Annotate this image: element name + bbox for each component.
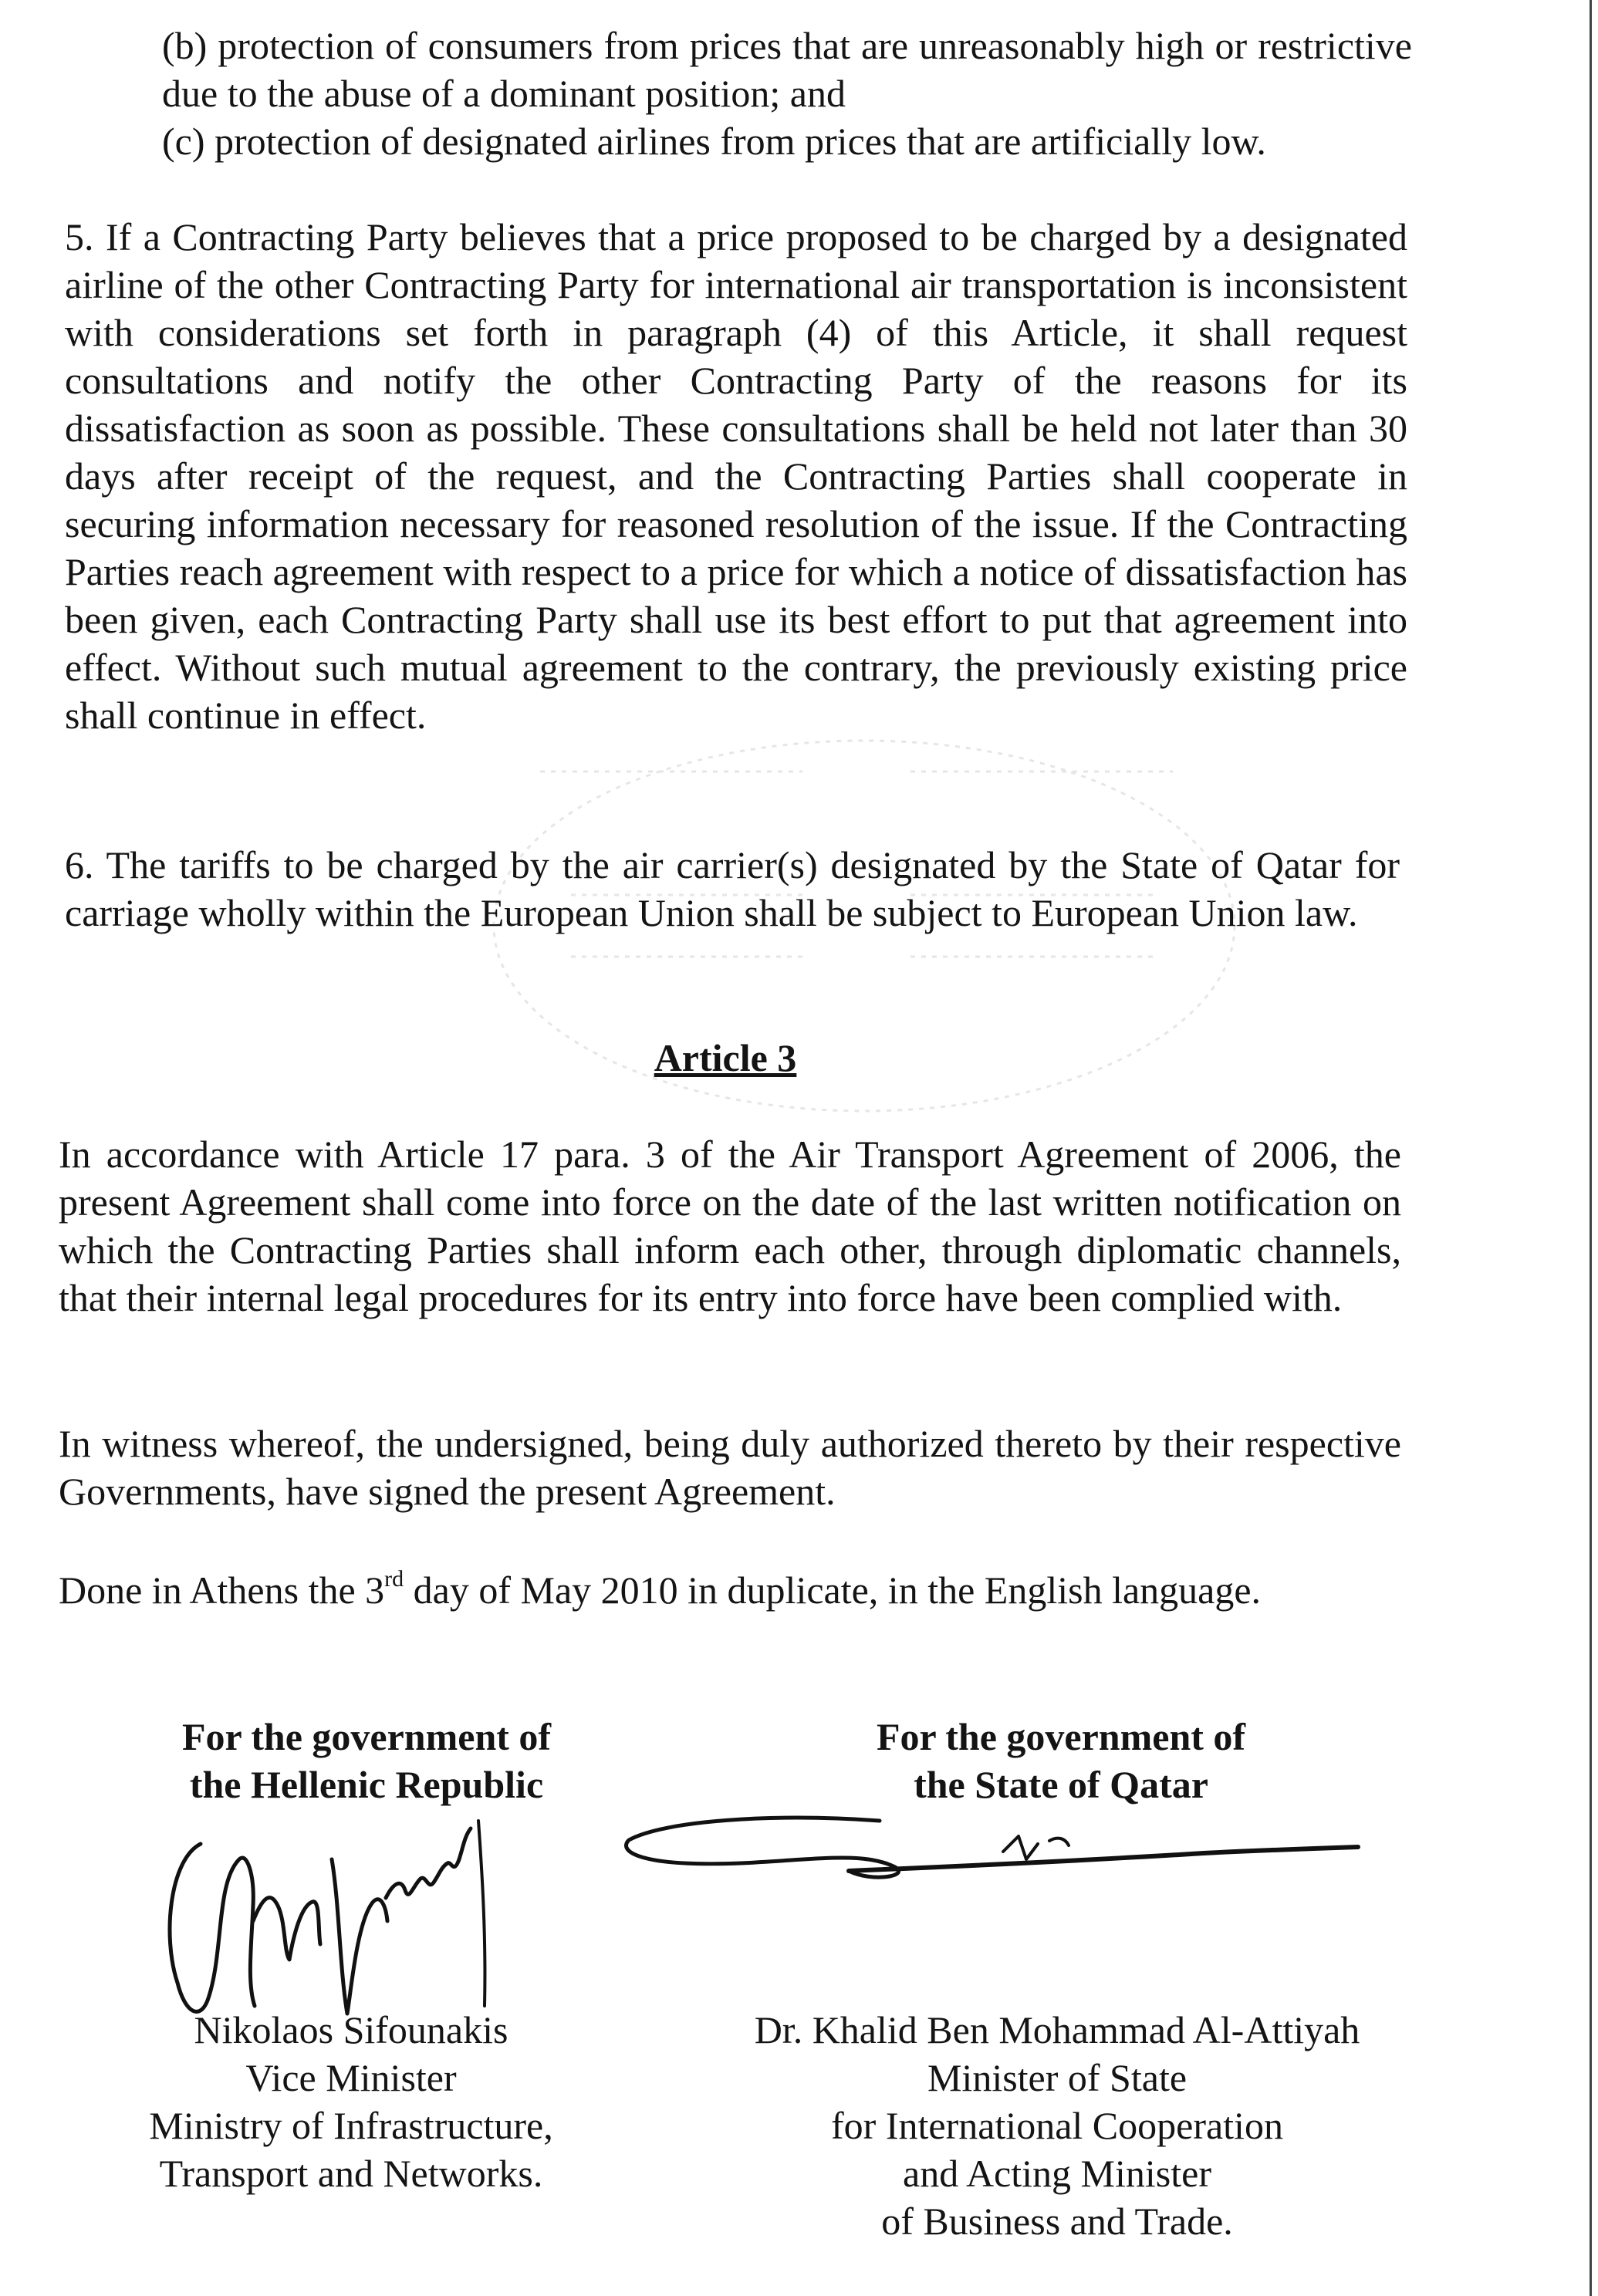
article-3-paragraph: [59, 1130, 1401, 1322]
paragraph-6-text: 6. The tariffs to be charged by the air carrier(s) designated by the State of Qatar for carriage wholly within the European Union shall be subject to European Union law.: [65, 843, 1400, 934]
right-signatory-details: [710, 2006, 1404, 2245]
done-text: [59, 1566, 1417, 1614]
done-text-end: day of May 2010 in duplicate, in the English language.: [404, 1568, 1262, 1612]
article-3-heading: Article 3: [654, 1036, 797, 1079]
right-title-line-1: Minister of State: [927, 2056, 1188, 2099]
right-handwritten-signature: [617, 1805, 1366, 1890]
left-handwritten-signature: [154, 1813, 525, 2037]
paragraph-5-text: 5. If a Contracting Party believes that a price proposed to be charged by a designated airline of the other Contracting Party for international air transportation is inconsistent with considerations set forth in paragraph (4) of this Article, it shall request consultations and notify the other Contracting Party of the reasons for its dissatisfaction as soon as possible. These consultations shall be held not later than 30 days after receipt of the request, and the Contracting Parties shall cooperate in securing information necessary for reasoned resolution of the issue. If the Contracting Parties reach agreement with respect to a price for which a notice of dissatisfaction has been given, each Contracting Party shall use its best effort to put that agreement into effect. Without such mutual agreement to the contrary, the previously existing price shall continue in effect.: [65, 215, 1407, 737]
item-b-text: [162, 22, 1412, 117]
left-title-line-2: Ministry of Infrastructure,: [149, 2104, 553, 2147]
right-heading-line-1: For the government of: [876, 1715, 1246, 1758]
done-text-start: Done in Athens the 3: [59, 1568, 385, 1612]
right-title-line-2: for International Cooperation: [831, 2104, 1283, 2147]
left-signatory-details: [108, 2006, 594, 2197]
paragraph-6: [65, 841, 1400, 937]
article-3-text: In accordance with Article 17 para. 3 of the Air Transport Agreement of 2006, the present Agreement shall come into force on the date of the last written notification on which the Contracting Parties shall inform each other, through diplomatic channels, that their internal legal procedures for its entry into force have been complied with.: [59, 1133, 1401, 1319]
right-signatory-heading: [733, 1713, 1389, 1808]
right-heading-line-2: the State of Qatar: [914, 1763, 1208, 1806]
left-title-line-3: Transport and Networks.: [159, 2152, 543, 2195]
left-signatory-heading: [123, 1713, 610, 1808]
left-title-line-1: Vice Minister: [245, 2056, 457, 2099]
left-heading-line-2: the Hellenic Republic: [189, 1763, 544, 1806]
item-b-paragraph: (b) protection of consumers from prices that are unreasonably high or restrictive due to the abuse of a dominant position; and: [162, 24, 1412, 115]
done-in-athens-line: [59, 1566, 1417, 1614]
ordinal-superscript: rd: [384, 1566, 404, 1592]
right-title-line-3: and Acting Minister: [903, 2152, 1211, 2195]
right-signatory-name: Dr. Khalid Ben Mohammad Al-Attiyah: [754, 2008, 1360, 2051]
left-signatory-name: Nikolaos Sifounakis: [194, 2008, 508, 2051]
scan-edge-line: [1590, 0, 1592, 2296]
witness-text: In witness whereof, the undersigned, being duly authorized thereto by their respective Governments, have signed the present Agreement.: [59, 1422, 1401, 1513]
right-title-line-4: of Business and Trade.: [881, 2200, 1233, 2243]
paragraph-5: [65, 213, 1407, 739]
item-c-text: [162, 117, 1412, 165]
left-heading-line-1: For the government of: [181, 1715, 552, 1758]
witness-paragraph: [59, 1420, 1401, 1515]
item-c-paragraph: (c) protection of designated airlines from prices that are artificially low.: [162, 120, 1266, 163]
